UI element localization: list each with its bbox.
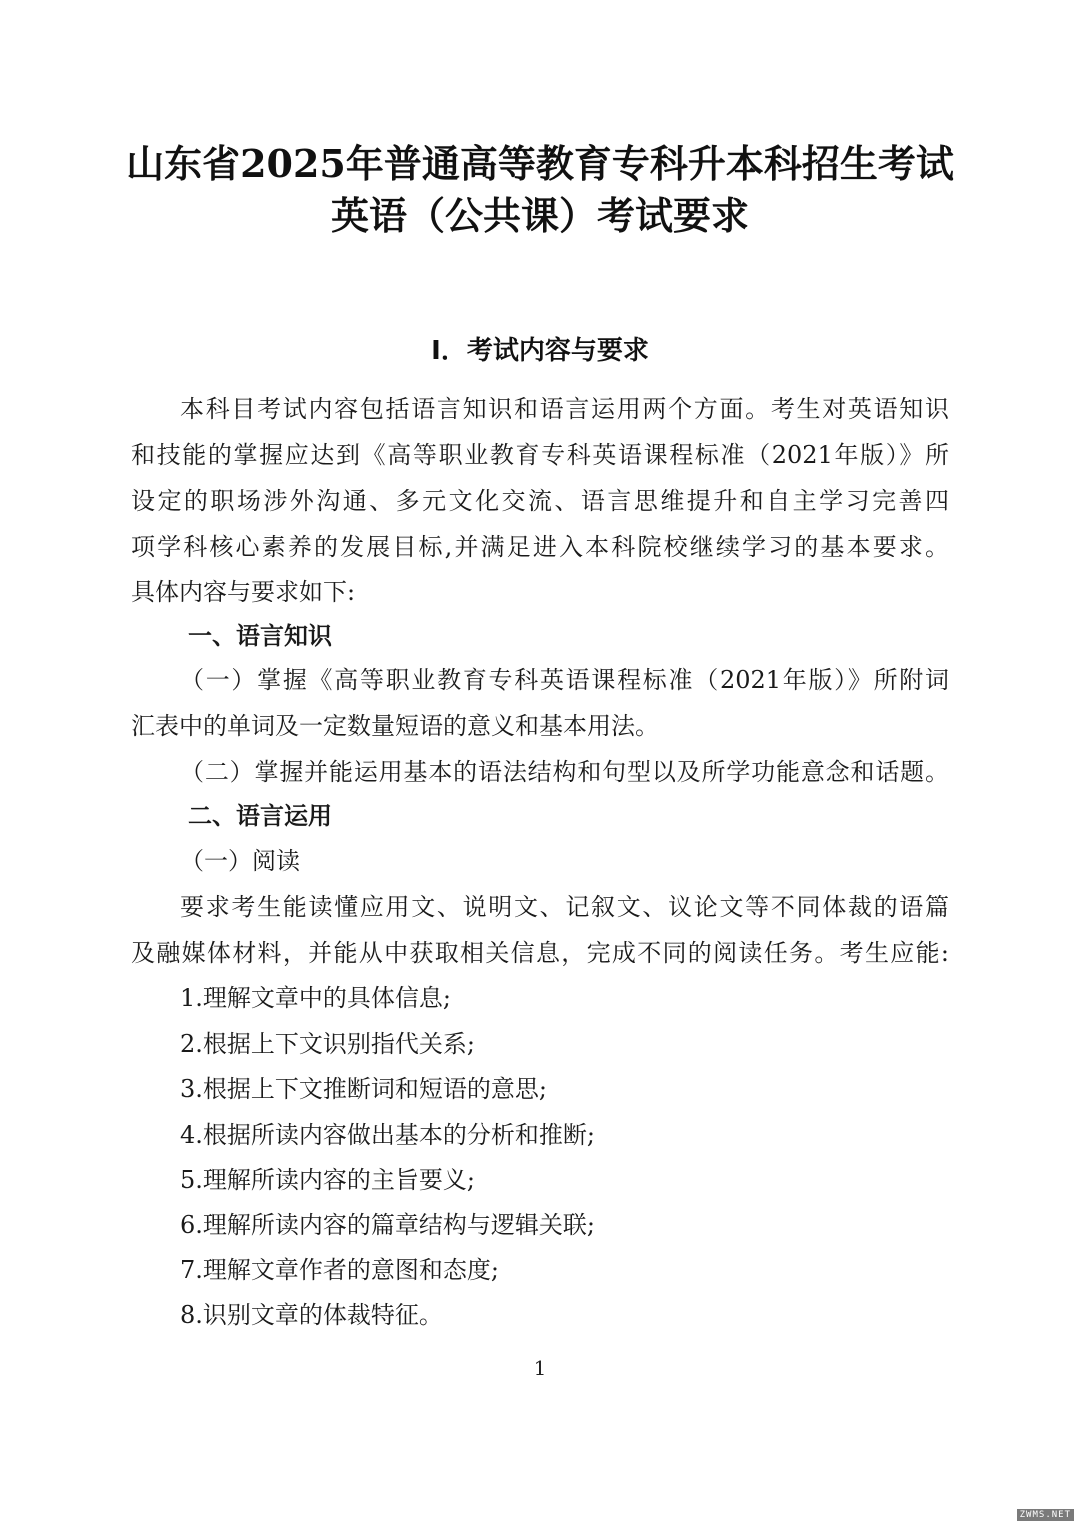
part1-item1-line: 汇表中的单词及一定数量短语的意义和基本用法。 <box>131 712 659 740</box>
list-item: 7.理解文章作者的意图和态度; <box>180 1256 499 1284</box>
part1-heading: 一、语言知识 <box>188 622 332 650</box>
reading-intro-line: 要求考生能读懂应用文、说明文、记叙文、议论文等不同体裁的语篇 <box>180 893 949 921</box>
part2-sub-heading: （一）阅读 <box>180 847 300 875</box>
intro-line: 本科目考试内容包括语言知识和语言运用两个方面。考生对英语知识 <box>180 395 949 423</box>
intro-line: 设定的职场涉外沟通、多元文化交流、语言思维提升和自主学习完善四 <box>131 487 949 515</box>
watermark: ZWMS.NET <box>1017 1509 1074 1521</box>
list-item: 2.根据上下文识别指代关系; <box>180 1030 475 1058</box>
intro-line: 具体内容与要求如下: <box>131 578 356 606</box>
part1-item2: （二）掌握并能运用基本的语法结构和句型以及所学功能意念和话题。 <box>180 758 949 786</box>
part2-heading: 二、语言运用 <box>188 802 332 830</box>
part1-item1-line: （一）掌握《高等职业教育专科英语课程标准（2021年版）》所附词 <box>180 666 949 694</box>
page-number: 1 <box>533 1356 547 1380</box>
list-item: 5.理解所读内容的主旨要义; <box>180 1166 475 1194</box>
list-item: 1.理解文章中的具体信息; <box>180 984 451 1012</box>
intro-line: 和技能的掌握应达到《高等职业教育专科英语课程标准（2021年版）》所 <box>131 441 949 469</box>
section-heading: I．考试内容与要求 <box>431 336 649 366</box>
intro-line: 项学科核心素养的发展目标,并满足进入本科院校继续学习的基本要求。 <box>131 533 949 561</box>
document-title-line1: 山东省2025年普通高等教育专科升本科招生考试 <box>126 141 954 186</box>
document-title-line2: 英语（公共课）考试要求 <box>330 193 749 238</box>
list-item: 4.根据所读内容做出基本的分析和推断; <box>180 1121 595 1149</box>
reading-intro-line: 及融媒体材料，并能从中获取相关信息，完成不同的阅读任务。考生应能: <box>131 939 949 967</box>
list-item: 3.根据上下文推断词和短语的意思; <box>180 1075 547 1103</box>
list-item: 6.理解所读内容的篇章结构与逻辑关联; <box>180 1211 595 1239</box>
list-item: 8.识别文章的体裁特征。 <box>180 1301 443 1329</box>
